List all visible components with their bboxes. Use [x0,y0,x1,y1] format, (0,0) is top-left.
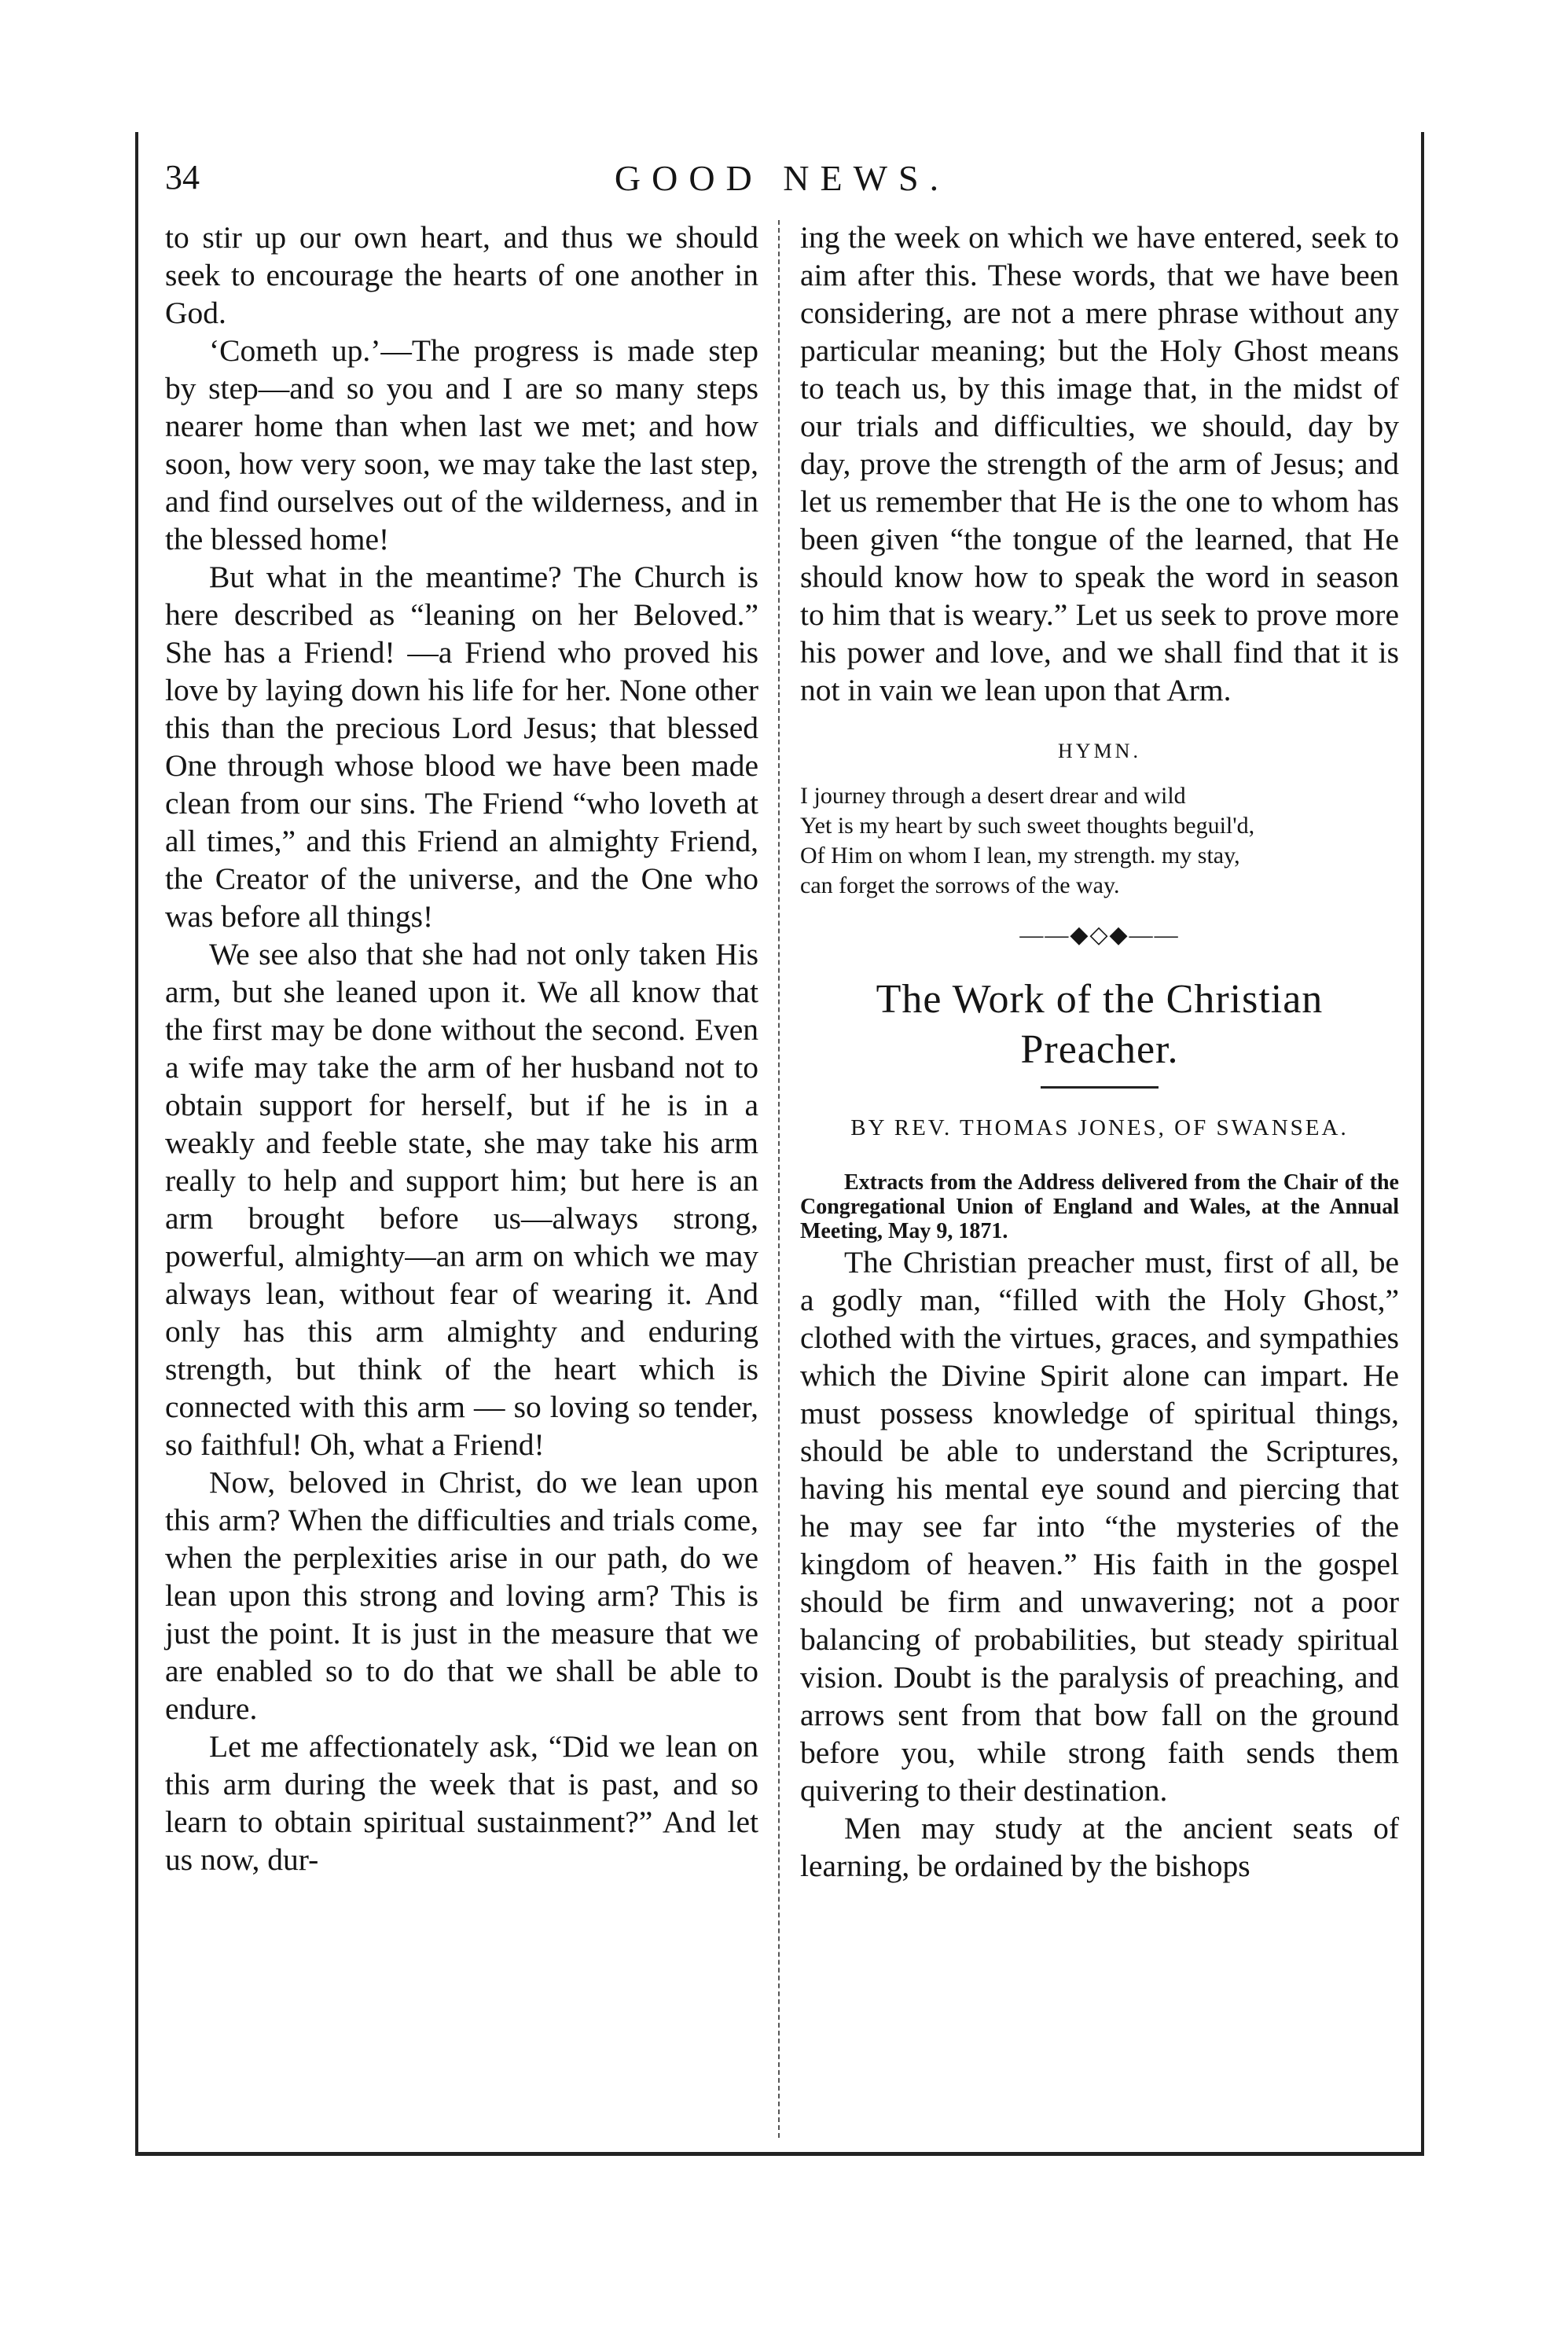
page-number: 34 [165,158,200,196]
article-title-line: Preacher. [1020,1027,1179,1072]
hymn-line: Of Him on whom I lean, my strength. my stay, [800,843,1240,868]
hymn-line: I journey through a desert drear and wild [800,783,1186,809]
paragraph: But what in the meantime? The Church is here described as “leaning on her Beloved.” She has a Friend! —a Friend who proved his love by laying down his life for her. None other this than the precious Lord Jesus; that blessed One through whose blood we have been made clean from our sins. The Friend “who loveth at all times,” and this Friend an almighty Friend, the Creator of the universe, and the One who was before all things! [165,560,758,934]
paragraph: The Christian preacher must, first of all, be a godly man, “filled with the Holy Ghost,” clothed with the virtues, graces, and sympathies which the Divine Spirit alone can impart. He must possess knowledge of spiritual things, should be able to understand the Scriptures, having his mental eye sound and piercing that he may see far into “the mysteries of the kingdom of heaven.” His faith in the gospel should be firm and unwavering; not a poor balancing of probabilities, but steady spiritual vision. Doubt is the paralysis of preaching, and arrows sent from that bow fall on the ground before you, while strong faith sends them quivering to their destination. [800,1245,1399,1808]
hymn-title: HYMN. [1058,740,1141,762]
hymn-line: can forget the sorrows of the way. [800,872,1120,898]
paragraph: Now, beloved in Christ, do we lean upon this arm? When the difficulties and trials come, when the perplexities arise in our path, do we lean upon this strong and loving arm? This is just the point. It is just in the measure that we are enabled so to do that we shall be able to endure. [165,1465,758,1726]
article-title [800,975,1399,1075]
paragraph: Let me affectionately ask, “Did we lean on this arm during the week that is past, and so learn to obtain spiritual sustainment?” And let us now, dur- [165,1729,758,1877]
paragraph: ‘Cometh up.’—The progress is made step by step—and so you and I are so many steps nearer home than when last we met; and how soon, how very soon, we may take the last step, and find ourselves out of the wilderness, and in the blessed home! [165,333,758,556]
paragraph: Men may study at the ancient seats of learning, be ordained by the bishops [800,1811,1399,1883]
column-divider [778,220,780,2138]
page-header [165,157,1399,212]
article-byline: BY REV. THOMAS JONES, OF SWANSEA. [850,1115,1349,1140]
running-head: GOOD NEWS. [614,158,950,198]
section-ornament: ——◆◇◆—— [1019,922,1180,948]
paragraph: ing the week on which we have entered, seek to aim after this. These words, that we have been considering, are not a mere phrase without any particular meaning; but the Holy Ghost means to teach us, by this image that, in the midst of our trials and difficulties, we should, day by day, prove the strength of the arm of Jesus; and let us remember that He is the one to whom has been given “the tongue of the learned, that He should know how to speak the word in season to him that is weary.” Let us seek to prove more his power and love, and we shall find that it is not in vain we lean upon that Arm. [800,220,1399,707]
paragraph: We see also that she had not only taken His arm, but she leaned upon it. We all know that the first may be done without the second. Even a wife may take the arm of her husband not to obtain support for herself, but if he is in a weakly and feeble state, she may take his arm really to help and support him; but here is an arm brought before us—always strong, powerful, almighty—an arm on which we may always lean, without fear of wearing it. And only has this arm almighty and enduring strength, but think of the heart which is connected with this arm — so loving so tender, so faithful! Oh, what a Friend! [165,937,758,1462]
article-title-line: The Work of the Christian [876,977,1324,1022]
right-column [800,218,1399,1885]
paragraph: to stir up our own heart, and thus we should seek to encourage the hearts of one another in God. [165,220,758,330]
extract-note: Extracts from the Address delivered from the Chair of the Congregational Union of England and Wales, at the Annual Meeting, May 9, 1871. [800,1170,1399,1243]
hymn-line: Yet is my heart by such sweet thoughts beguil'd, [800,813,1255,839]
title-rule [1041,1086,1159,1089]
left-column [165,218,758,1878]
